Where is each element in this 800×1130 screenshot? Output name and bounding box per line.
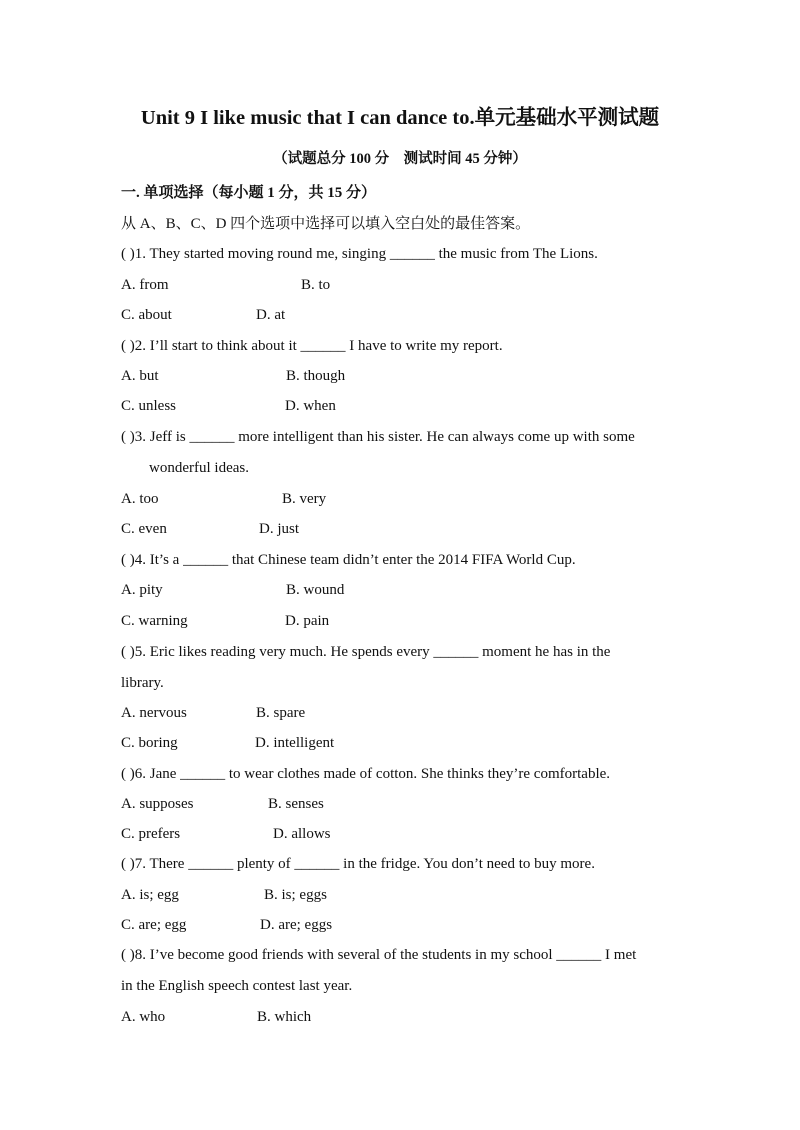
option-a[interactable]: A. supposes — [121, 796, 194, 812]
option-b[interactable]: B. spare — [256, 705, 306, 721]
section-heading: 一. 单项选择（每小题 1 分，共 15 分） — [121, 185, 377, 201]
question-3-stem-continued: wonderful ideas. — [149, 460, 249, 476]
option-c[interactable]: C. unless — [121, 398, 177, 414]
option-d[interactable]: D. allows — [273, 826, 331, 842]
question-7-options-row-2 — [121, 915, 333, 935]
question-5-stem: ( )5. Eric likes reading very much. He spends every ______ moment he has in the — [121, 644, 611, 660]
question-8-options-row-1 — [121, 1007, 312, 1027]
question-7-options-row-1 — [121, 885, 327, 905]
question-4-options-row-1 — [121, 580, 345, 600]
option-a[interactable]: A. pity — [121, 582, 163, 598]
option-b[interactable]: B. senses — [268, 796, 324, 812]
option-c[interactable]: C. are; egg — [121, 917, 187, 933]
question-4-stem: ( )4. It’s a ______ that Chinese team didn’t enter the 2014 FIFA World Cup. — [121, 552, 576, 568]
option-b[interactable]: B. wound — [286, 582, 345, 598]
option-d[interactable]: D. at — [256, 307, 286, 323]
option-c[interactable]: C. boring — [121, 735, 178, 751]
question-1-options-row-2 — [121, 305, 286, 325]
question-3-options-row-2 — [121, 519, 300, 539]
question-3-options-row-1 — [121, 489, 327, 509]
page-title: Unit 9 I like music that I can dance to.单元基础水平测试题 — [140, 107, 660, 129]
option-b[interactable]: B. which — [257, 1009, 312, 1025]
option-a[interactable]: A. too — [121, 491, 159, 507]
option-d[interactable]: D. when — [285, 398, 336, 414]
option-c[interactable]: C. about — [121, 307, 172, 323]
question-5-stem-continued: library. — [121, 675, 164, 691]
question-8-stem: ( )8. I’ve become good friends with several of the students in my school ______ I met — [121, 947, 637, 963]
question-3-stem: ( )3. Jeff is ______ more intelligent than his sister. He can always come up with some — [121, 429, 635, 445]
option-a[interactable]: A. nervous — [121, 705, 187, 721]
question-6-options-row-2 — [121, 824, 331, 844]
option-b[interactable]: B. to — [301, 277, 331, 293]
option-b[interactable]: B. is; eggs — [264, 887, 327, 903]
option-d[interactable]: D. pain — [285, 613, 330, 629]
question-1-stem: ( )1. They started moving round me, singing ______ the music from The Lions. — [121, 246, 598, 262]
option-a[interactable]: A. who — [121, 1009, 166, 1025]
option-d[interactable]: D. just — [259, 521, 300, 537]
question-2-options-row-2 — [121, 396, 336, 416]
option-a[interactable]: A. is; egg — [121, 887, 179, 903]
question-5-options-row-2 — [121, 733, 335, 753]
option-c[interactable]: C. warning — [121, 613, 188, 629]
question-7-stem: ( )7. There ______ plenty of ______ in the fridge. You don’t need to buy more. — [121, 856, 595, 872]
question-4-options-row-2 — [121, 611, 330, 631]
option-c[interactable]: C. prefers — [121, 826, 181, 842]
question-2-options-row-1 — [121, 366, 346, 386]
page-subtitle: （试题总分 100 分 测试时间 45 分钟） — [273, 151, 527, 167]
question-8-stem-continued: in the English speech contest last year. — [121, 978, 353, 994]
option-a[interactable]: A. from — [121, 277, 169, 293]
option-d[interactable]: D. intelligent — [255, 735, 335, 751]
option-b[interactable]: B. though — [286, 368, 346, 384]
question-5-options-row-1 — [121, 703, 306, 723]
option-b[interactable]: B. very — [282, 491, 327, 507]
section-instruction: 从 A、B、C、D 四个选项中选择可以填入空白处的最佳答案。 — [121, 216, 531, 232]
question-1-options-row-1 — [121, 275, 331, 295]
question-6-stem: ( )6. Jane ______ to wear clothes made of cotton. She thinks they’re comfortable. — [121, 766, 611, 782]
question-2-stem: ( )2. I’ll start to think about it ______ I have to write my report. — [121, 338, 503, 354]
option-d[interactable]: D. are; eggs — [260, 917, 333, 933]
option-a[interactable]: A. but — [121, 368, 159, 384]
option-c[interactable]: C. even — [121, 521, 167, 537]
question-6-options-row-1 — [121, 794, 324, 814]
